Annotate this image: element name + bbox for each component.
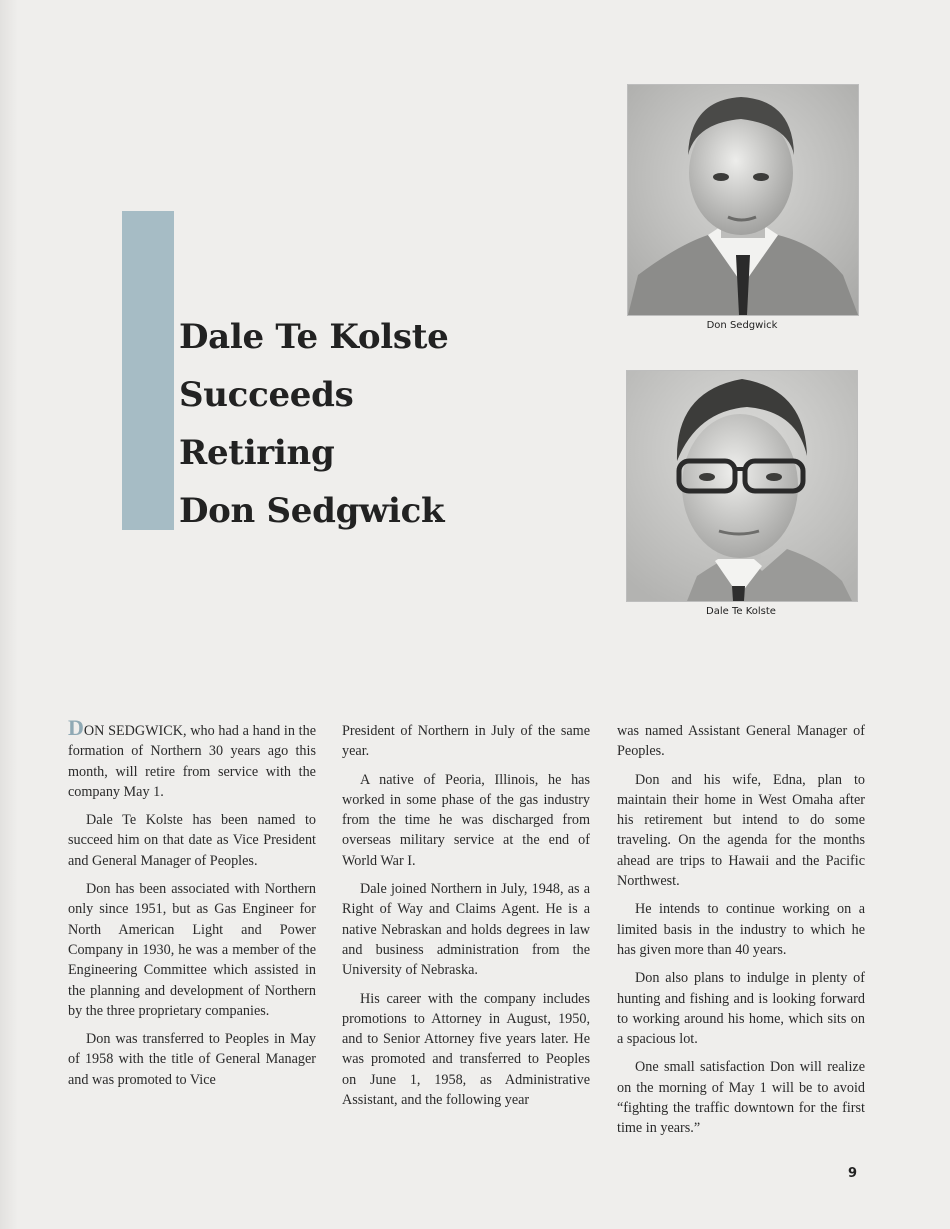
headline-line-1: Dale Te Kolste	[179, 317, 449, 357]
headline-line-4: Don Sedgwick	[179, 491, 445, 531]
article-paragraph: Don and his wife, Edna, plan to maintain their home in West Omaha after his retirement but intend to do some traveling. On the agenda for the months ahead are trips to Hawaii and the Pacific Northwest.	[617, 771, 865, 890]
headline-line-3: Retiring	[179, 433, 335, 473]
headline-accent-bar	[122, 211, 174, 530]
drop-cap: D	[68, 715, 84, 740]
article-column-2	[342, 721, 590, 1118]
headline	[179, 308, 509, 540]
portrait-1-image	[628, 85, 858, 315]
portrait-1-caption: Don Sedgwick	[706, 320, 778, 331]
portrait-photo-1	[627, 84, 859, 316]
portrait-2-image	[627, 371, 857, 601]
article-column-1	[68, 715, 316, 1098]
article-paragraph: One small satisfaction Don will realize on the morning of May 1 will be to avoid “fighting the traffic downtown for the first time in years.”	[617, 1059, 865, 1137]
article-paragraph: His career with the company includes promotions to Attorney in August, 1950, and to Senior Attorney five years later. He was promoted and transferred to Peoples on June 1, 1958, as Administrative Assistant, and the following year	[342, 990, 590, 1109]
article-paragraph: Dale Te Kolste has been named to succeed him on that date as Vice President and General Manager of Peoples.	[68, 812, 316, 869]
portrait-photo-2	[626, 370, 858, 602]
article-paragraph: President of Northern in July of the same year.	[342, 723, 590, 760]
article-paragraph	[68, 715, 316, 802]
headline-line-2: Succeeds	[179, 375, 354, 415]
article-paragraph: Don has been associated with Northern only since 1951, but as Gas Engineer for North American Light and Power Company in 1930, he was a member of the Engineering Committee which assisted in the planning and development of Northern by the three proprietary companies.	[68, 881, 316, 1019]
article-paragraph: He intends to continue working on a limited basis in the industry to which he has given more than 40 years.	[617, 901, 865, 958]
article-paragraph: A native of Peoria, Illinois, he has worked in some phase of the gas industry from the time he was discharged from overseas military service at the end of World War I.	[342, 771, 590, 869]
page-number: 9	[848, 1166, 858, 1181]
article-paragraph: was named Assistant General Manager of Peoples.	[617, 723, 865, 760]
article-paragraph: Dale joined Northern in July, 1948, as a Right of Way and Claims Agent. He is a native Nebraskan and holds degrees in law and business administration from the University of Nebraska.	[342, 881, 590, 979]
article-paragraph: Don also plans to indulge in plenty of hunting and fishing and is looking forward to working around his home, which sits on a spacious lot.	[617, 970, 865, 1048]
portrait-2-caption: Dale Te Kolste	[706, 606, 776, 617]
article-paragraph-text: ON SEDGWICK, who had a hand in the formation of Northern 30 years ago this month, will retire from service with the company May 1.	[68, 723, 316, 800]
page-edge-shadow	[0, 0, 18, 1229]
article-paragraph: Don was transferred to Peoples in May of 1958 with the title of General Manager and was promoted to Vice	[68, 1031, 316, 1088]
article-column-3	[617, 721, 865, 1147]
